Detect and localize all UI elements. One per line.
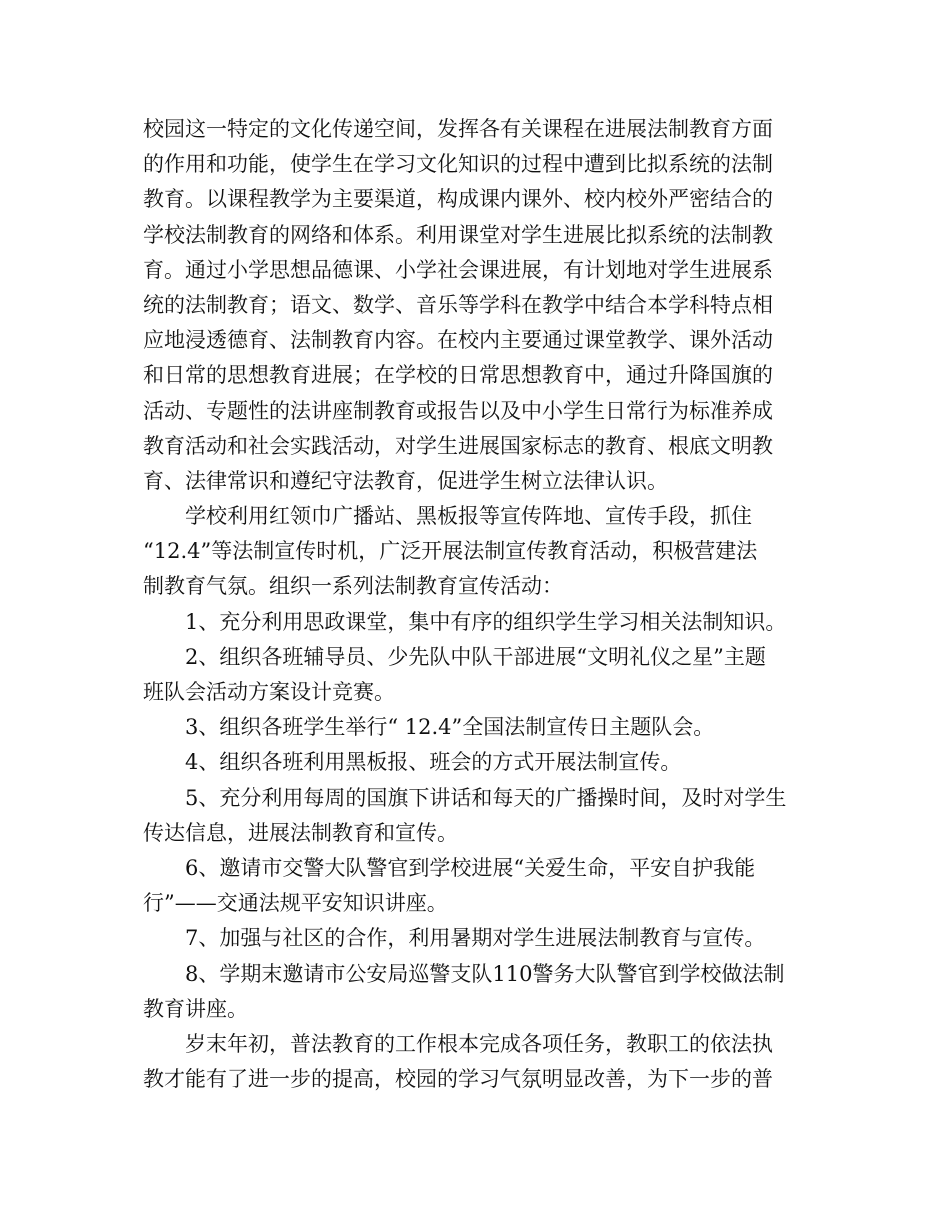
text-line: 学校利用红领巾广播站、黑板报等宣传阵地、宣传手段，抓住 (185, 504, 752, 529)
text-line: 统的法制教育；语文、数学、音乐等学科在教学中结合本学科特点相 (143, 292, 773, 317)
text-line: 和日常的思想教育进展；在学校的日常思想教育中，通过升降国旗的 (143, 363, 773, 388)
text-line: 5、充分利用每周的国旗下讲话和每天的广播操时间，及时对学生 (185, 785, 787, 810)
text-line: 的作用和功能，使学生在学习文化知识的过程中遭到比拟系统的法制 (143, 152, 773, 177)
list-item-5 (143, 781, 809, 851)
text-line: 应地浸透德育、法制教育内容。在校内主要通过课堂教学、课外活动 (143, 328, 773, 353)
text-line: 行”——交通法规平安知识讲座。 (143, 891, 448, 916)
text-line: 教育活动和社会实践活动，对学生进展国家标志的教育、根底文明教 (143, 433, 773, 458)
text-line: 8、学期末邀请市公安局巡警支队110警务大队警官到学校做法制 (185, 961, 785, 986)
text-line: 教育讲座。 (143, 996, 248, 1021)
text-line: 传达信息，进展法制教育和宣传。 (143, 820, 458, 845)
list-item-3 (143, 710, 809, 745)
list-item-8 (143, 957, 809, 1027)
text-line: 学校法制教育的网络和体系。利用课堂对学生进展比拟系统的法制教 (143, 222, 773, 247)
text-line: “12.4”等法制宣传时机，广泛开展法制宣传教育活动，积极营建法 (143, 539, 758, 564)
paragraph-year-end-summary (143, 1027, 809, 1097)
list-item-6 (143, 851, 809, 921)
text-line: 教才能有了进一步的提高，校园的学习气氛明显改善，为下一步的普 (143, 1067, 773, 1092)
text-line: 岁末年初，普法教育的工作根本完成各项任务，教职工的依法执 (185, 1031, 773, 1056)
text-line: 制教育气氛。组织一系列法制教育宣传活动： (143, 574, 563, 599)
text-line: 7、加强与社区的合作，利用暑期对学生进展法制教育与宣传。 (185, 926, 766, 951)
list-item-7 (143, 921, 809, 956)
document-body (143, 112, 809, 1097)
text-line: 育。通过小学思想品德课、小学社会课进展，有计划地对学生进展系 (143, 257, 773, 282)
text-line: 1、充分利用思政课堂，集中有序的组织学生学习相关法制知识。 (185, 609, 787, 634)
text-line: 班队会活动方案设计竞赛。 (143, 680, 395, 704)
list-item-2 (143, 640, 809, 710)
list-item-4 (143, 745, 809, 780)
text-line: 育、法律常识和遵纪守法教育，促进学生树立法律认识。 (143, 468, 668, 493)
paragraph-legal-education-channels (143, 112, 809, 499)
text-line: 活动、专题性的法讲座制教育或报告以及中小学生日常行为标准养成 (143, 398, 773, 423)
list-item-1 (143, 605, 809, 640)
text-line: 4、组织各班利用黑板报、班会的方式开展法制宣传。 (185, 750, 682, 775)
text-line: 6、邀请市交警大队警官到学校进展“关爱生命，平安自护我能 (185, 855, 756, 880)
text-line: 教育。以课程教学为主要渠道，构成课内课外、校内校外严密结合的 (143, 187, 773, 212)
text-line: 3、组织各班学生举行“ 12.4”全国法制宣传日主题队会。 (185, 715, 715, 740)
text-line: 校园这一特定的文化传递空间，发挥各有关课程在进展法制教育方面 (143, 117, 773, 141)
paragraph-publicity-activities (143, 499, 809, 605)
text-line: 2、组织各班辅导员、少先队中队干部进展“文明礼仪之星”主题 (185, 644, 766, 669)
